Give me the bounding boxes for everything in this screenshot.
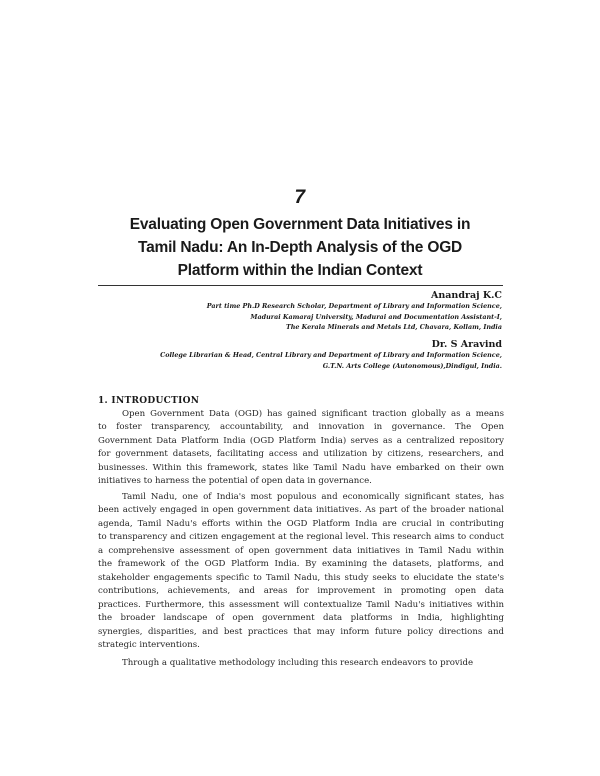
- chapter-number: 7: [294, 187, 306, 208]
- text-line: practices. Furthermore, this assessment will contextualize Tamil Nadu's initiatives within: [98, 599, 504, 610]
- text-line: the broader landscape of open government data platforms in India, highlighting: [98, 613, 504, 624]
- text-line: to transparency and citizen engagement at the regional level. This research aims to conduct: [98, 532, 504, 543]
- author-block-2: [160, 339, 502, 371]
- text-line: strategic interventions.: [98, 639, 200, 650]
- author-affiliation-line: The Kerala Minerals and Metals Ltd, Chavara, Kollam, India: [285, 323, 502, 331]
- author-affiliation-line: Part time Ph.D Research Scholar, Department of Library and Information Science,: [206, 302, 502, 310]
- paragraph-2: [98, 491, 504, 652]
- text-line: to foster transparency, accountability, and innovation in governance. The Open: [98, 422, 504, 433]
- author-block-1: [207, 290, 502, 333]
- author-affiliation-line: G.T.N. Arts College (Autonomous),Dindigul, India.: [322, 361, 502, 370]
- author-name: Anandraj K.C: [430, 290, 502, 301]
- chapter-title-line: Tamil Nadu: An In-Depth Analysis of the OGD: [137, 239, 463, 256]
- text-line: for government datasets, facilitating access and utilization by citizens, researchers, and: [98, 449, 504, 460]
- text-line: contributions, achievements, and areas for improvement in promoting open data: [98, 586, 504, 597]
- text-line: businesses. Within this framework, states like Tamil Nadu have embarked on their own: [98, 462, 504, 473]
- paragraph-3: [98, 657, 504, 670]
- chapter-title: [100, 213, 500, 282]
- text-line: synergies, disparities, and best practices that may inform future policy directions and: [98, 626, 504, 637]
- text-line: Tamil Nadu, one of India's most populous and economically significant states, has: [122, 492, 504, 502]
- text-line: a comprehensive assessment of open government data initiatives in Tamil Nadu within: [98, 545, 504, 556]
- chapter-title-line: Platform within the Indian Context: [177, 262, 423, 279]
- author-affiliation-line: Madurai Kamaraj University, Madurai and Documentation Assistant-I,: [250, 312, 502, 321]
- text-line: agenda, Tamil Nadu's efforts within the OGD Platform India are crucial in contributing: [98, 518, 504, 529]
- author-affiliation-line: College Librarian & Head, Central Library and Department of Library and Information Science,: [160, 351, 502, 359]
- chapter-title-line: Evaluating Open Government Data Initiatives in: [129, 216, 471, 233]
- text-line: Government Data Platform India (OGD Platform India) serves as a centralized repository: [98, 435, 504, 446]
- author-name: Dr. S Aravind: [431, 339, 502, 350]
- text-line: been actively engaged in open government data initiatives. As part of the broader national: [98, 505, 504, 516]
- text-line: Through a qualitative methodology including this research endeavors to provide: [122, 658, 474, 668]
- text-line: initiatives to harness the potential of open data in governance.: [98, 476, 372, 487]
- text-line: Open Government Data (OGD) has gained significant traction globally as a means: [122, 409, 504, 419]
- title-divider: [98, 285, 503, 286]
- paragraph-1: [98, 408, 504, 489]
- text-line: stakeholder engagements specific to Tamil Nadu, this study seeks to elucidate the state's: [98, 572, 504, 583]
- section-heading: 1. INTRODUCTION: [98, 396, 200, 406]
- text-line: the framework of the OGD Platform India. By examining the datasets, platforms, and: [98, 559, 504, 570]
